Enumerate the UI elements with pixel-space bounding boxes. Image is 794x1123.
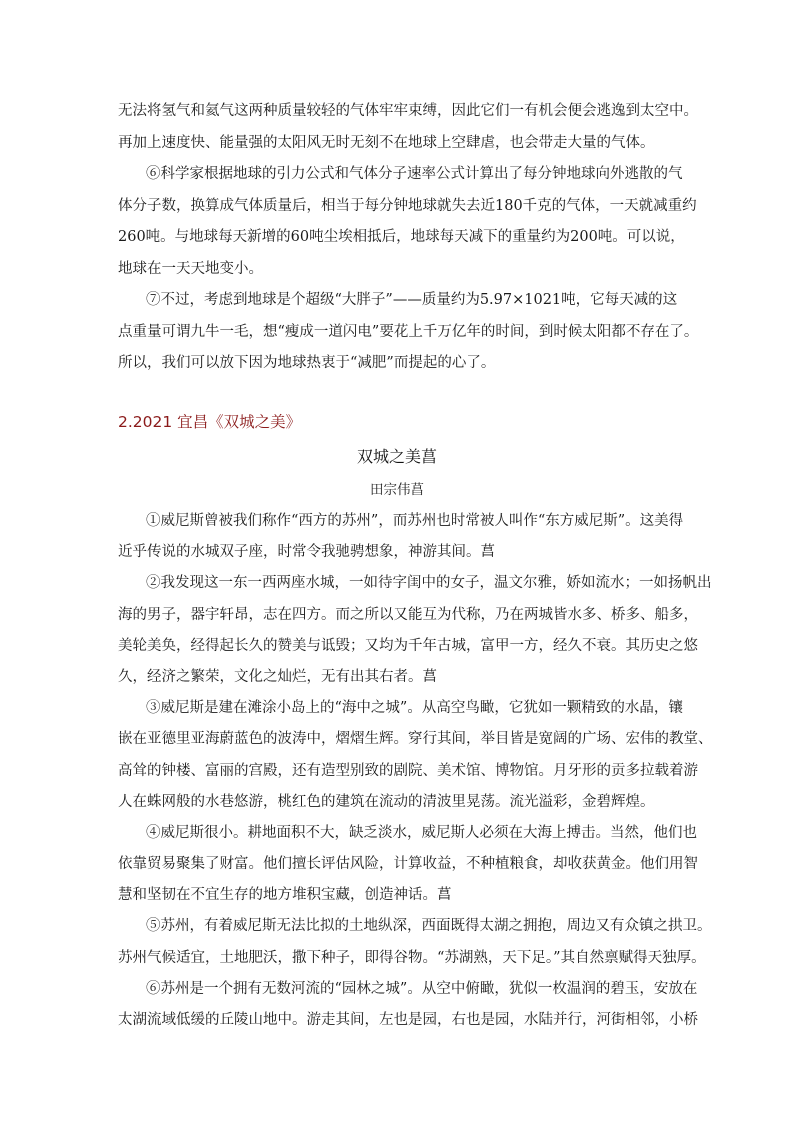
- paragraph-line: 依靠贸易聚集了财富。他们擅长评估风险，计算收益，不种植粮食，却收获黄金。他们用智: [118, 856, 698, 873]
- paragraph-line: 高耸的钟楼、富丽的宫殿，还有造型别致的剧院、美术馆、博物馆。月牙形的贡多拉载着游: [118, 762, 698, 779]
- previous-article-text: [118, 96, 699, 380]
- paragraph-line: 人在蛛网般的水巷悠游，桃红色的建筑在流动的清波里晃荡。流光溢彩，金碧辉煌。: [118, 793, 655, 810]
- paragraph-line: 所以，我们可以放下因为地球热衷于“减肥”而提起的心了。: [118, 355, 496, 371]
- paragraph-line: 点重量可谓九牛一毛，想“瘦成一道闪电”要花上千万亿年的时间，到时候太阳都不存在了。: [118, 323, 699, 340]
- paragraph-line: 体分子数，换算成气体质量后，相当于每分钟地球就失去近180千克的气体，一天就减重约: [118, 197, 697, 214]
- essay-author: 田宗伟菖: [370, 482, 424, 498]
- paragraph-line: 无法将氢气和氦气这两种质量较轻的气体牢牢束缚，因此它们一有机会便会逃逸到太空中。: [118, 103, 698, 119]
- paragraph-line: ⑦不过，考虑到地球是个超级“大胖子”——质量约为5.97×1021吨，它每天减的这: [146, 292, 678, 308]
- paragraph-line: 260吨。与地球每天新增的60吨尘埃相抵后，地球每天减下的重量约为200吨。可以说，: [118, 229, 685, 245]
- paragraph-line: 苏州气候适宜，土地肥沃，撒下种子，即得谷物。“苏湖熟，天下足。”其自然禀赋得天独厚。: [118, 949, 706, 966]
- paragraph-line: 美轮美奂，经得起长久的赞美与诋毁；又均为千年古城，富甲一方，经久不衰。其历史之悠: [118, 637, 698, 654]
- essay-title: 双城之美菖: [356, 447, 437, 466]
- paragraph-line: ⑥苏州是一个拥有无数河流的“园林之城”。从空中俯瞰，犹似一枚温润的碧玉，安放在: [146, 980, 698, 997]
- paragraph-line: 嵌在亚德里亚海蔚蓝色的波涛中，熠熠生辉。穿行其间，举目皆是宽阔的广场、宏伟的教堂、: [118, 731, 713, 748]
- paragraph-line: 近乎传说的水城双子座，时常令我驰骋想象，神游其间。菖: [118, 544, 495, 561]
- paragraph-line: 再加上速度快、能量强的太阳风无时无刻不在地球上空肆虐，也会带走大量的气体。: [118, 134, 655, 151]
- paragraph-line: ②我发现这一东一西两座水城，一如待字闺中的女子，温文尔雅，娇如流水；一如扬帆出: [146, 575, 712, 592]
- paragraph-line: 地球在一天天地变小。: [118, 260, 263, 277]
- paragraph-line: ①威尼斯曾被我们称作“西方的苏州”，而苏州也时常被人叫作“东方威尼斯”。这美得: [146, 513, 684, 529]
- paragraph-line: ③威尼斯是建在滩涂小岛上的“海中之城”。从高空鸟瞰，它犹如一颗精致的水晶，镶: [146, 700, 683, 717]
- essay-body: [118, 506, 713, 1036]
- paragraph-line: ④威尼斯很小。耕地面积不大，缺乏淡水，威尼斯人必须在大海上搏击。当然，他们也: [146, 824, 697, 841]
- paragraph-line: 慧和坚韧在不宜生存的地方堆积宝藏，创造神话。菖: [118, 887, 452, 904]
- paragraph-line: 太湖流域低缓的丘陵山地中。游走其间，左也是园，右也是园，水陆并行，河街相邻，小桥: [118, 1012, 698, 1028]
- paragraph-line: 久，经济之繁荣，文化之灿烂，无有出其右者。菖: [118, 668, 437, 685]
- paragraph-line: ⑥科学家根据地球的引力公式和气体分子速率公式计算出了每分钟地球向外逃散的气: [146, 166, 683, 182]
- paragraph-line: ⑤苏州，有着威尼斯无法比拟的土地纵深，西面既得太湖之拥抱，周边又有众镇之拱卫。: [146, 918, 712, 935]
- section-heading: 2.2021 宜昌《双城之美》: [118, 413, 302, 431]
- paragraph-line: 海的男子，器宇轩昂，志在四方。而之所以又能互为代称，乃在两城皆水多、桥多、船多，: [118, 606, 698, 623]
